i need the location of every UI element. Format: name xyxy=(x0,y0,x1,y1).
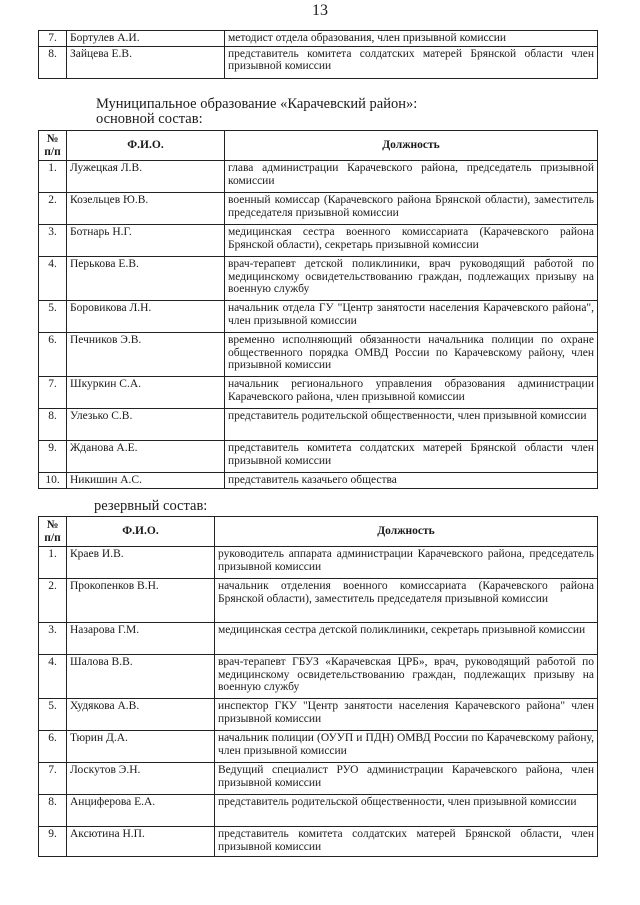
municipality-title-line1: Муниципальное образование «Карачевский район»: xyxy=(96,96,418,112)
member-name: Никишин А.С. xyxy=(67,473,225,489)
member-position: начальник отдела ГУ "Центр занятости населения Карачевского района", член призывной комиссии xyxy=(225,301,598,333)
row-number: 2. xyxy=(39,193,67,225)
table-row xyxy=(39,161,598,193)
member-position: глава администрации Карачевского района, председатель призывной комиссии xyxy=(225,161,598,193)
table-row xyxy=(39,193,598,225)
member-name: Ботнарь Н.Г. xyxy=(67,225,225,257)
table-row xyxy=(39,731,598,763)
table-header-row xyxy=(39,131,598,161)
member-position: начальник полиции (ОУУП и ПДН) ОМВД России по Карачевскому району, член призывной комиссии xyxy=(215,731,598,763)
row-number: 8. xyxy=(39,795,67,827)
row-number: 4. xyxy=(39,655,67,699)
header-name: Ф.И.О. xyxy=(67,517,215,547)
member-position: военный комиссар (Карачевского района Брянской области), заместитель председателя призывной комиссии xyxy=(225,193,598,225)
member-position: инспектор ГКУ "Центр занятости населения Карачевского района" член призывной комиссии xyxy=(215,699,598,731)
row-number: 10. xyxy=(39,473,67,489)
table-row xyxy=(39,257,598,301)
row-number: 9. xyxy=(39,827,67,857)
member-position: Ведущий специалист РУО администрации Карачевского района, член призывной комиссии xyxy=(215,763,598,795)
row-number: 9. xyxy=(39,441,67,473)
member-name: Улезько С.В. xyxy=(67,409,225,441)
page-number: 13 xyxy=(312,2,328,19)
member-name: Жданова А.Е. xyxy=(67,441,225,473)
table-row xyxy=(39,441,598,473)
main-composition-table xyxy=(38,130,598,489)
row-number: 4. xyxy=(39,257,67,301)
table-row xyxy=(39,623,598,655)
member-name: Бортулев А.И. xyxy=(67,31,225,47)
member-name: Шкуркин С.А. xyxy=(67,377,225,409)
main-table-body xyxy=(39,161,598,489)
header-name: Ф.И.О. xyxy=(67,131,225,161)
member-position: методист отдела образования, член призывной комиссии xyxy=(225,31,598,47)
table-row xyxy=(39,301,598,333)
member-position: представитель родительской общественности, член призывной комиссии xyxy=(215,795,598,827)
member-position: представитель казачьего общества xyxy=(225,473,598,489)
municipality-title-line2: основной состав: xyxy=(96,111,203,127)
row-number: 6. xyxy=(39,731,67,763)
table-row xyxy=(39,46,598,78)
member-name: Шалова В.В. xyxy=(67,655,215,699)
member-name: Боровикова Л.Н. xyxy=(67,301,225,333)
member-position: врач-терапевт детской поликлиники, врач руководящий работой по медицинскому освидетельствованию граждан, подлежащих призыву на военную службу xyxy=(225,257,598,301)
member-name: Лоскутов Э.Н. xyxy=(67,763,215,795)
table-row xyxy=(39,827,598,857)
table-header-row xyxy=(39,517,598,547)
member-position: медицинская сестра военного комиссариата (Карачевского района Брянской области), секретарь призывной комиссии xyxy=(225,225,598,257)
member-position: начальник отделения военного комиссариата (Карачевского района Брянской области), заместитель председателя призывной комиссии xyxy=(215,579,598,623)
row-number: 6. xyxy=(39,333,67,377)
table-row xyxy=(39,655,598,699)
header-position: Должность xyxy=(215,517,598,547)
member-position: медицинская сестра детской поликлиники, секретарь призывной комиссии xyxy=(215,623,598,655)
header-num: № п/п xyxy=(39,517,67,547)
member-name: Аксютина Н.П. xyxy=(67,827,215,857)
member-position: представитель комитета солдатских матерей Брянской области член призывной комиссии xyxy=(225,441,598,473)
table-row xyxy=(39,377,598,409)
table-row xyxy=(39,409,598,441)
row-number: 2. xyxy=(39,579,67,623)
table-row xyxy=(39,763,598,795)
reserve-composition-table xyxy=(38,516,598,857)
row-number: 8. xyxy=(39,46,67,78)
table-row xyxy=(39,225,598,257)
member-position: представитель комитета солдатских матерей Брянской области член призывной комиссии xyxy=(225,46,598,78)
table-row xyxy=(39,473,598,489)
header-position: Должность xyxy=(225,131,598,161)
member-position: руководитель аппарата администрации Карачевского района, председатель призывной комиссии xyxy=(215,547,598,579)
row-number: 5. xyxy=(39,699,67,731)
member-name: Печников Э.В. xyxy=(67,333,225,377)
row-number: 1. xyxy=(39,547,67,579)
row-number: 3. xyxy=(39,225,67,257)
member-name: Тюрин Д.А. xyxy=(67,731,215,763)
reserve-table-body xyxy=(39,547,598,857)
row-number: 7. xyxy=(39,31,67,47)
continuation-table xyxy=(38,30,598,79)
member-name: Назарова Г.М. xyxy=(67,623,215,655)
row-number: 7. xyxy=(39,377,67,409)
member-name: Козельцев Ю.В. xyxy=(67,193,225,225)
table-row xyxy=(39,795,598,827)
row-number: 1. xyxy=(39,161,67,193)
member-name: Лужецкая Л.В. xyxy=(67,161,225,193)
table-row xyxy=(39,699,598,731)
member-position: представитель комитета солдатских матерей Брянской области, член призывной комиссии xyxy=(215,827,598,857)
member-position: представитель родительской общественности, член призывной комиссии xyxy=(225,409,598,441)
member-position: врач-терапевт ГБУЗ «Карачевская ЦРБ», врач, руководящий работой по медицинскому освидетельствованию граждан, подлежащих призыву на военную службу xyxy=(215,655,598,699)
member-name: Прокопенков В.Н. xyxy=(67,579,215,623)
row-number: 5. xyxy=(39,301,67,333)
reserve-title: резервный состав: xyxy=(94,498,208,514)
table-row xyxy=(39,579,598,623)
table-row xyxy=(39,31,598,47)
row-number: 8. xyxy=(39,409,67,441)
table-row xyxy=(39,547,598,579)
table-row xyxy=(39,333,598,377)
member-name: Худякова А.В. xyxy=(67,699,215,731)
member-position: временно исполняющий обязанности начальника полиции по охране общественного порядка ОМВД России по Карачевскому району, член призывной комиссии xyxy=(225,333,598,377)
member-name: Краев И.В. xyxy=(67,547,215,579)
row-number: 3. xyxy=(39,623,67,655)
member-name: Зайцева Е.В. xyxy=(67,46,225,78)
header-num: № п/п xyxy=(39,131,67,161)
member-position: начальник регионального управления образования администрации Карачевского района, член призывной комиссии xyxy=(225,377,598,409)
member-name: Перькова Е.В. xyxy=(67,257,225,301)
row-number: 7. xyxy=(39,763,67,795)
municipality-title xyxy=(96,97,596,127)
member-name: Анциферова Е.А. xyxy=(67,795,215,827)
